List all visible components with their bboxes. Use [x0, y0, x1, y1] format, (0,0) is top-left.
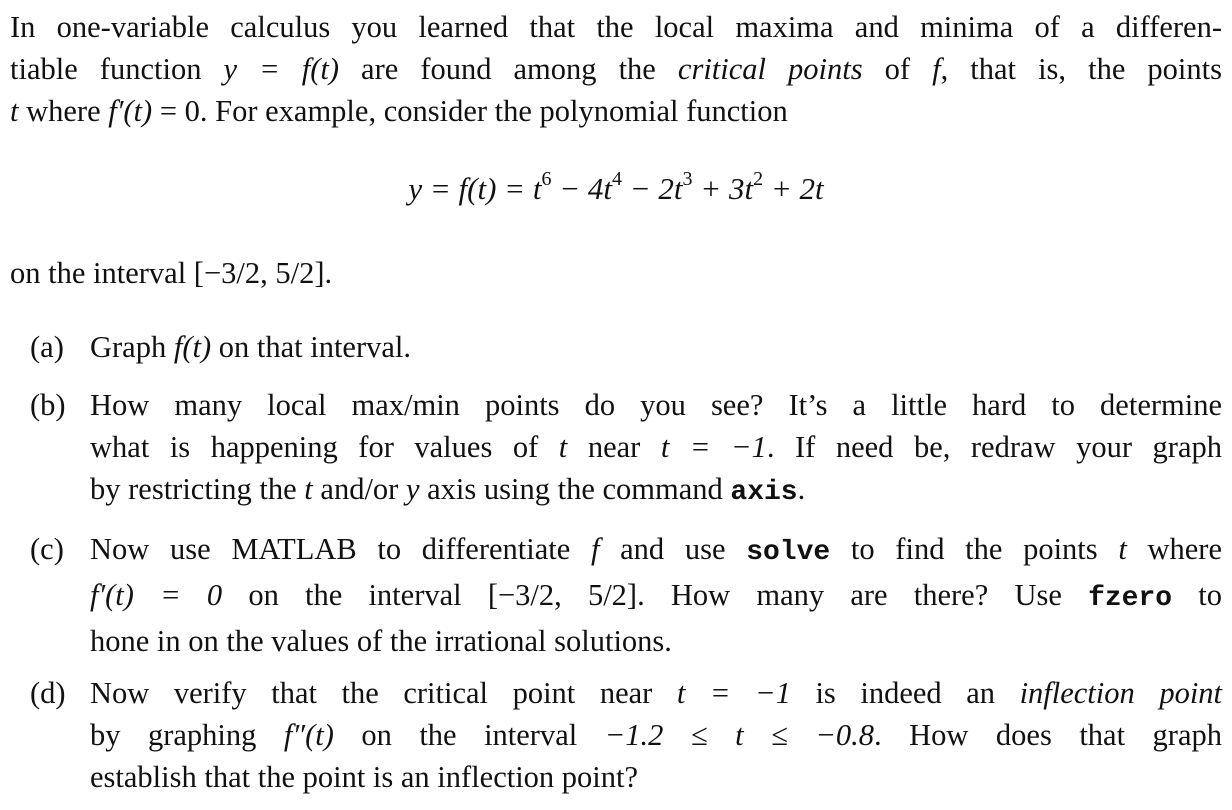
question-text: .	[797, 472, 806, 506]
equation-lhs: y = f(t) = t	[408, 171, 542, 206]
question-text: to	[1172, 578, 1222, 612]
interval-text: on the interval	[10, 256, 194, 290]
question-text: what is happening for values of	[90, 430, 559, 464]
math-t: t	[304, 472, 313, 506]
question-text: . How many are there? Use	[637, 578, 1089, 612]
math-f: f	[932, 52, 941, 86]
question-text: by graphing	[90, 718, 284, 752]
code-axis: axis	[730, 477, 798, 508]
interval-period: .	[324, 256, 333, 290]
math-t: t	[10, 94, 19, 128]
exponent-6: 6	[541, 167, 552, 190]
math-t-equals-minus-1: t = −1	[660, 430, 767, 464]
question-text: . If need be, redraw your graph	[766, 430, 1222, 464]
intro-text: = 0. For example, consider the polynomial function	[152, 94, 788, 128]
question-text: where	[1126, 532, 1223, 566]
exponent-3: 3	[682, 167, 693, 190]
question-text: Graph	[90, 330, 174, 364]
question-text: Now use MATLAB to differentiate	[90, 532, 591, 566]
intro-line-1: In one-variable calculus you learned that the local maxima and minima of a differen-	[10, 10, 1222, 44]
question-text: and/or	[312, 472, 406, 506]
question-body-d	[90, 672, 1222, 798]
intro-line-3	[10, 90, 1222, 132]
question-text: near	[567, 430, 661, 464]
question-label-a: (a)	[30, 330, 64, 364]
emphasis-critical-points: critical points	[677, 52, 863, 86]
question-d-line-2	[90, 714, 1222, 756]
question-text: to find the points	[830, 532, 1119, 566]
exponent-4: 4	[612, 167, 622, 190]
intro-text: tiable function	[10, 52, 224, 86]
code-solve: solve	[746, 537, 831, 568]
question-b-line-1: How many local max/min points do you see? It’s a little hard to determine	[90, 388, 1222, 422]
math-t: t	[558, 430, 568, 464]
question-text: Now verify that the critical point near	[90, 676, 677, 710]
question-text: on the interval	[333, 718, 605, 752]
math-f-of-t: f(t)	[173, 330, 212, 364]
intro-paragraph	[10, 6, 1222, 132]
question-label-d: (d)	[30, 676, 66, 710]
code-fzero: fzero	[1088, 583, 1173, 614]
math-t-equals-minus-1: t = −1	[676, 676, 791, 710]
math-t: t	[1118, 532, 1127, 566]
math-y: y	[405, 472, 420, 506]
equation-term: + 3t	[692, 171, 754, 206]
question-text: by restricting the	[90, 472, 305, 506]
question-body-a	[90, 326, 1222, 368]
question-body-b	[90, 384, 1222, 514]
interval-sentence	[10, 252, 332, 294]
math-y-equals-f-of-t: y = f(t)	[223, 52, 339, 86]
math-interval: [−3/2, 5/2]	[487, 578, 638, 612]
question-text: and use	[599, 532, 747, 566]
emphasis-inflection-point: inflection point	[1019, 676, 1223, 710]
math-f: f	[590, 532, 600, 566]
question-c-line-2	[90, 574, 1222, 620]
question-text: axis using the command	[419, 472, 731, 506]
question-c-line-3: hone in on the values of the irrational solutions.	[90, 624, 672, 658]
polynomial-equation	[0, 168, 1232, 210]
intro-text: of	[862, 52, 933, 86]
question-text: is indeed an	[790, 676, 1020, 710]
math-f-prime-equals-zero: f′(t) = 0	[90, 578, 223, 612]
intro-text: where	[18, 94, 109, 128]
equation-term: + 2t	[763, 171, 824, 206]
math-f-double-prime: f″(t)	[283, 718, 334, 752]
question-body-c	[90, 528, 1222, 662]
exponent-2: 2	[753, 167, 764, 190]
math-interval: [−3/2, 5/2]	[193, 256, 325, 290]
equation-term: − 4t	[551, 171, 612, 206]
equation-term: − 2t	[622, 171, 683, 206]
intro-text: , that is, the points	[940, 52, 1222, 86]
intro-text: are found among the	[338, 52, 678, 86]
question-label-c: (c)	[30, 532, 64, 566]
question-b-line-3	[90, 468, 1222, 514]
question-d-line-3: establish that the point is an inflection point?	[90, 760, 639, 794]
question-a-line-1	[90, 326, 1222, 368]
intro-line-2	[10, 48, 1222, 90]
question-d-line-1	[90, 672, 1222, 714]
question-c-line-1	[90, 528, 1222, 574]
question-b-line-2	[90, 426, 1222, 468]
question-text: on the interval	[222, 578, 488, 612]
math-f-prime-of-t: f′(t)	[108, 94, 153, 128]
question-text: . How does that graph	[874, 718, 1222, 752]
question-text: on that interval.	[211, 330, 412, 364]
math-t-range: −1.2 ≤ t ≤ −0.8	[604, 718, 875, 752]
question-label-b: (b)	[30, 388, 66, 422]
